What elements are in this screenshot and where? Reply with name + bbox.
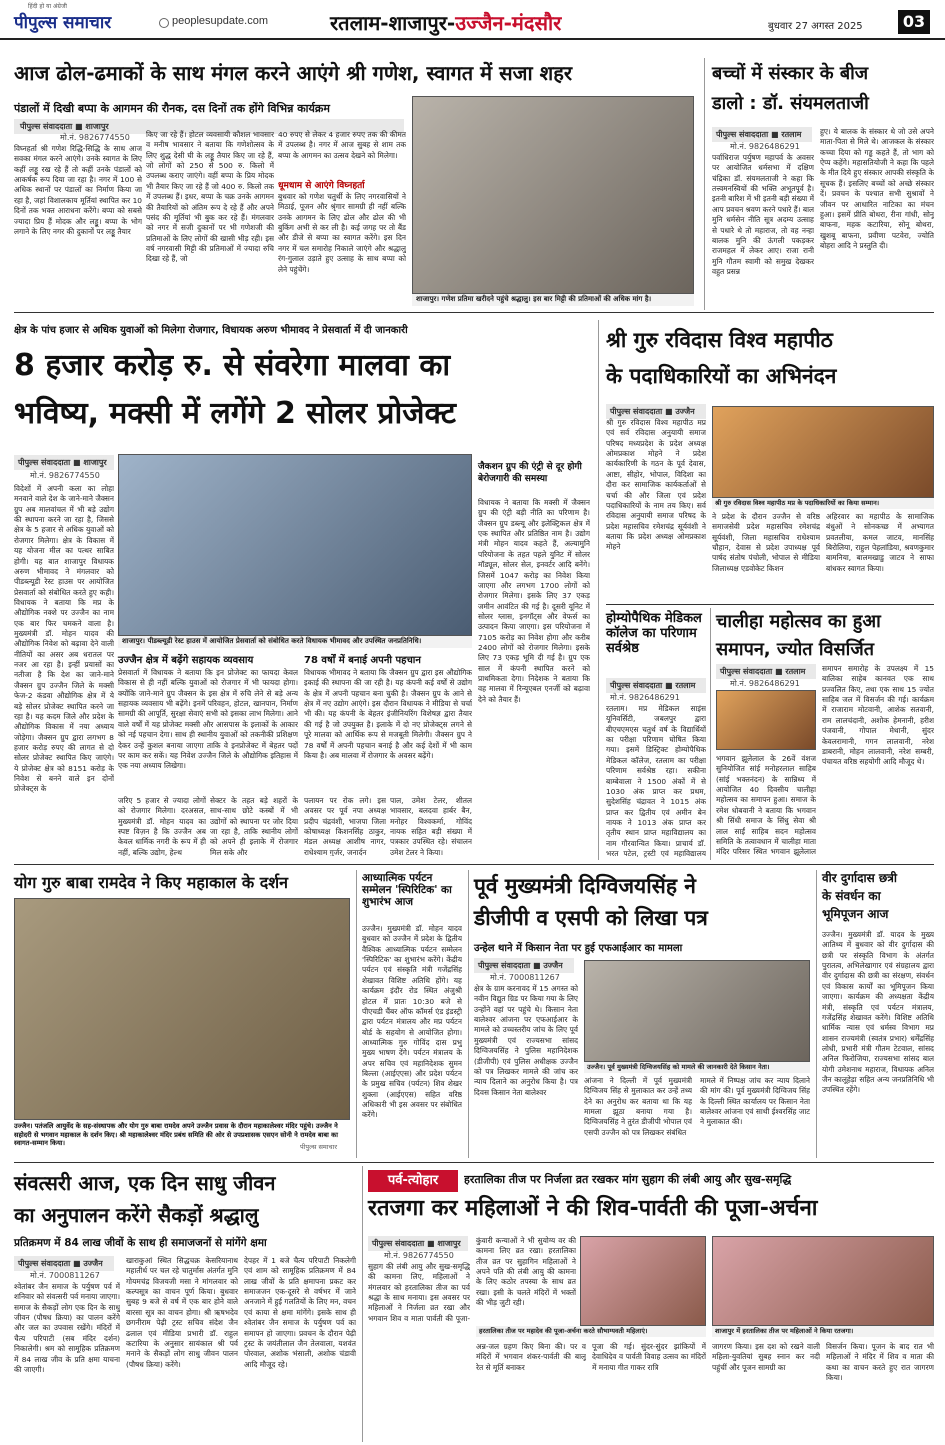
story1-col3-subhead: धूमधाम से आएंगे विघ्नहर्ता (278, 181, 365, 191)
story4-headline: होम्योपैथिक मेडिकल कॉलेज का परिणाम सर्वश्रेष्ठ (606, 611, 702, 656)
story2-mobile: मो.नं. 9826486291 (730, 142, 800, 151)
lead-sidebar: विधायक ने बताया कि मक्सी में जैक्सन ग्रुप की एंट्री बड़ी नीति का परिणाम है। जैक्सन ग्रुप डब्ल्यू और इलेक्ट्रिकल क्षेत्र में एक स्थापित और प्रतिष्ठित नाम है। उद्योग मंत्री मोहन यादव कहते हैं, अल्यामुनि परियोजना के तहत पहले युनिट में सोलर मॉड्यूल, सोलर सेल, इनवर्टर आदि बनेंगे। जिसमें 1047 करोड़ का निवेश किया जाएगा और लगभग 1700 लोगों को रोजगार मिलेगा। इसके लिए 37 एकड़ जमीन आवंटित की गई है। दूसरी यूनिट में सोलर ग्लास, इनगॉट्स और वेफर्स का उत्पादन किया जाएगा। इस परियोजना में 7105 करोड़ का निवेश होगा और करीब 2400 लोगों को रोजगार मिलेगा। इसके लिए 73 एकड़ भूमि दी गई है। ग्रुप एक साल में कंपनी स्थापित करने को प्राथमिकता देगा। निदेशक ने बताया कि वह मालवा में रिन्यूएबल एनर्जी को बढ़ावा देने को तैयार हैं। (478, 498, 590, 704)
story8-mobile: मो.नं. 7000811267 (490, 973, 560, 982)
story3-col3: अहिरवार का महापीठ के सामाजिक बंधुओं ने सोनकच्छ में अभ्यागत प्रवतलीया, कमल जाटव, मानसिंह बिरोलिया, राहुल पेहलांडिया, श्रवणकुमार बामनिया, बालमखाडु जाटव ने साफा बांधकर स्वागत किया। (826, 512, 934, 573)
lead-kicker: क्षेत्र के पांच हजार से अधिक युवाओं को मिलेगा रोजगार, विधायक अरुण भीमावद ने प्रेसवार्ता में दी जानकारी (14, 325, 408, 336)
masthead-logo: पीपुल्स समाचार (14, 13, 112, 33)
story11-byline: पीपुल्स संवाददाता ■ शाजापुर (368, 1236, 468, 1251)
story6-caption: उज्जैन। पतंजलि आयुर्वेद के सह-संस्थापक और योग गुरु बाबा रामदेव अपने उज्जैन प्रवास के दौरान महाकालेश्वर मंदिर पहुंचे। उज्जैन ने सहोदरी से भगवान महाकाल के दर्शन किए। श्री महाकालेश्वर मंदिर प्रबंध समिति की ओर से उपप्रशासक एसएन सोनी ने रामदेव बाबा का स्वागत-सम्मान किया। (14, 1122, 338, 1148)
story8-col1: क्षेत्र के ग्राम करनावद में 15 अगस्त को नवीन विद्युत ग्रिड पर किया गया के लिए उन्होंने वहां पर पहुंचे थे। किसान नेता बालेश्वर आंजना पर एफआईआर के मामले को उच्चस्तरीय जांच के लिए पूर्व मुख्यमंत्री एवं राज्यसभा सांसद दिग्विजयसिंह ने पुलिस महानिदेशक (डीजीपी) एवं पुलिस अधीक्षक उज्जैन को पत्र लिखकर मामले की जांच कर न्याय दिलाने का अनुरोध किया है। पत्र दिवस किसान नेता बालेश्वर (474, 984, 578, 1097)
story11-kicker: हरतालिका तीज पर निर्जला व्रत रखकर मांग सुहाग की लंबी आयु और सुख-समृद्धि (464, 1173, 792, 1186)
story10-col3: देपहर में 1 बजे चैत्य परिपाटी निकलेगी एवं शाम को सामूहिक प्रतिक्रमण में 84 लाख जीवों के प्रति क्षमापना प्रकट कर समाजजन एक-दूसरे से वर्षभर में जाने अनजाने में हुई गलतियों के लिए मन, वचन एवं काया से क्षमा मांगेंगे। इसके साथ ही श्वेतांबर जैन समाज के पर्युषण पर्व का समापन हो जाएगा। प्रवचन के दौरान पेढ़ी ट्रस्ट के जयंतीलाल जैन तेलवाला, यशवंत पोरवाल, अशोक भंसाली, अशोक चंडावी आदि मौजूद रहे। (244, 1256, 356, 1369)
story3-headline-line2: के पदाधिकारियों का अभिनंदन (606, 364, 837, 388)
story1-col1: विघ्नहर्ता श्री गणेश रिद्धि-सिद्धि के साथ आज सवका मंगल करने आएंगे। उनके स्वागत के लिए कहीं लड्डू रख रहे हैं तो कहीं उनके पंडालों को आकर्षक रूप दिया जा रहा है। नगर में 100 से अधिक स्थानों पर पंडालों का निर्माण किया जा रहा है, जहां विशालकाय मूर्तियां स्थापित कर 10 दिनों तक भक्त आराधना करेंगे। बप्पा को सबसे ज्यादा प्रिय हैं मोदक और लड्डू। बप्पा के भोग लगाने के लिए नगर की दुकानों पर लड्डू तैयार (14, 144, 142, 236)
story9-headline-line2: के संवर्धन का (822, 889, 881, 903)
story8-photo-caption: उज्जैन। पूर्व मुख्यमंत्री दिग्विजयसिंह को मामले की जानकारी देते किसान नेता। (584, 1062, 810, 1073)
story9-headline-line3: भूमिपूजन आज (822, 907, 889, 921)
story11-col1: सुहाग की लंबी आयु और सुख-समृद्धि की कामना लिए, महिलाओं ने मंगलवार को हरतालिका तीज का पर्व श्रद्धा के साथ मनाया। इस अवसर पर महिलाओं ने निर्जला व्रत रखा और भगवान शिव व माता पार्वती की पूजा- (368, 1262, 470, 1323)
story5-col1: भगवान झूलेलाल के 26वें वंशज सुनियोजित सांई मनोहरलाल साहिब (सांई भक्तनंदन) के सान्निध्य में आयोजित 40 दिवसीय चालीहा महोत्सव का समापन हुआ। समाज के रमेश धोबवानी ने बताया कि भगवान श्री सिंधी समाज के सिंधु सेवा श्री लाल साईं साहिब सदन महोत्सव समिति के तत्वावधान में चालीहा माता मंदिर परिसर स्थित भगवान झूलेलाल (716, 754, 816, 857)
story10-mobile: मो.नं. 7000811267 (30, 1271, 100, 1280)
story10-subhead: प्रतिक्रमण में 84 लाख जीवों के साथ ही समाजजनों से मांगेंगे क्षमा (14, 1237, 267, 1249)
masthead-website: peoplesupdate.com (172, 15, 269, 27)
story1-mobile: मो.नं. 9826774550 (60, 133, 130, 142)
story11-col5: जागरण किया। इस दश को रखने वाली महिला-युवतियां सुबह स्नान कर नदी पहुंचीं और पूजन सामग्री का (712, 1342, 820, 1372)
lead-bottom3: पलायन पर रोक लगे। इस अवसर पर पूर्व नपा अध्यक्ष प्रदीप चंद्रवंशी, भाजपा जिला कोषाध्यक्ष किशनसिंह ठाकुर, मंडल अध्यक्ष आशीष नागर, राधेश्याम गुर्जर, जनार्दन (304, 796, 386, 856)
story10-headline-line1: संवत्सरी आज, एक दिन साधु जीवन (14, 1171, 276, 1195)
story3-col1: श्री गुरु रविदास विश्व महापीठ मप्र एवं सर्व रविदास अनुयायी समाज परिषद मध्यप्रदेश के प्रदेश अध्यक्ष ओमप्रकाश मोहने ने प्रदेश कार्यकारिणी के गठन के पूर्व देवास, आष्टा, सीहोर, भोपाल, विदिशा का दौरा कर सामाजिक कार्यकर्ताओं से चर्चा की और जिला एवं प्रदेश पदाधिकारियों के नाम तय किए। सर्व रविदास अनुयायी समाज परिषद के प्रदेश महासचिव रमेशचंद्र सूर्यवंशी ने बताया कि प्रदेश अध्यक्ष ओमप्रकाश मोहने (606, 418, 706, 552)
story6-headline: योग गुरु बाबा रामदेव ने किए महाकाल के दर्शन (14, 873, 288, 892)
story11-caption-left: हरतालिका तीज पर महादेव की पूजा-अर्चना करते सौभाग्यवती महिलाएं। (476, 1326, 706, 1337)
lead-mid1: प्रेसवार्ता में विधायक ने बताया कि इन प्रोजेक्ट का फायदा केवल विकास से ही नहीं बल्कि युवाओं को रोजगार में भी फायदा होगा। क्योंकि जाने-माने ग्रुप जैक्सन के इस क्षेत्र में रुचि लेने से बड़े अन्य सहायक व्यवसाय भी बढ़ेंगे। इनमें परिवहन, होटल, खानपान, निर्माण सामग्री की आपूर्ति, सुरक्षा सेवाएं सभी को इसका लाभ मिलेगा। आने वाले वर्षों में यह प्रोजेक्ट मक्सी और आसपास के इलाकों के आकार को नई पहचान देगा। साथ ही स्थानीय युवाओं को तकनीकी प्रशिक्षण देकर उन्हें कुशल बनाया जाएगा ताकि वे इनप्रोजेक्ट में बेहतर पदों पर काम कर सकें। यह निवेश उज्जैन जिले के औद्योगिक इतिहास में एक नया अध्याय लिखेगा। (118, 668, 298, 771)
story2-col2: हुए। ये बालक के संस्कार थे जो उसे अपने माता-पिता से मिले थे। आजकल के संस्कार कच्चा दिया को गड्ढ कहते हैं, तो भाग को ऐप्प कहेंगे। महासतियोजी ने कहा कि पहले के मीत दिये हुए संस्कार आपकी संस्कृति के सूचक हैं। इसलिए बच्चों को अच्छे संस्कार दें। प्रवचन के पश्चात सभी सुश्रावों ने जीवन पर आधारित नाटिका का मंचन हुआ। इसमें प्रीति बोथरा, रीना गांधी, सोनू बाफना, महक कटारिया, सोनू बोथरा, खुशबू बाफना, प्रवीणा पटवेरा, ज्योति बोहरा आदि ने प्रस्तुति दी। (820, 127, 934, 250)
story1-col3a: 40 रुपए से लेकर 4 हजार रुपए तक की कीमत में उपलब्ध है। नगर में आज सुबह से शाम तक बप्पा के आगमन का उत्सव देखने को मिलेगा। (278, 130, 406, 160)
story5-mobile: मो.नं. 9826486291 (730, 679, 800, 688)
story8-byline: पीपुल्स संवाददाता ■ उज्जैन (474, 958, 574, 973)
lead-bottom1: जरिए 5 हजार से ज्यादा लोगों को रोजगार मिलेगा। दरअसल, मुख्यमंत्री डॉ. मोहन यादव का स्पष्ट विज़न है कि उज्जैन अब केवल धार्मिक नगरी के रूप में ही नहीं, बल्कि उद्योग, हेल्थ (118, 796, 206, 856)
masthead-date: बुधवार 27 अगस्त 2025 (768, 21, 863, 32)
story8-col3: मामले में निष्पक्ष जांच कर न्याय दिलाने की मांग की। पूर्व मुख्यमंत्री दिग्विजय सिंह के दिल्ली स्थित कार्यालय पर किसान नेता बालेश्वर आंजना एवं साथी ईश्वरसिंह जाट ने मुलाकात की। (700, 1076, 810, 1127)
story3-byline: पीपुल्स संवाददाता ■ उज्जैन (606, 404, 706, 419)
story11-section-tag: पर्व-त्योहार (368, 1170, 458, 1192)
story8-col2: आंजना ने दिल्ली में पूर्व मुख्यमंत्री दिग्विजय सिंह से मुलाकात कर उन्हें तथ्य देने का अनुरोध कर बताया था कि यह मामला झूठा बनाया गया है। दिग्विजयसिंह ने तुरंत डीजीपी भोपाल एवं एसपी उज्जैन को पत्र लिखकर संबंधित (584, 1076, 692, 1137)
story1-subhead: पंडालों में दिखी बप्पा के आगमन की रौनक, दस दिनों तक होंगे विभिन्न कार्यक्रम (14, 102, 330, 115)
story8-headline-line2: डीजीपी व एसपी को लिखा पत्र (474, 906, 708, 930)
story1-photo (412, 96, 694, 294)
story5-headline-line1: चालीहा महोत्सव का हुआ (716, 611, 881, 632)
story7-headline: आध्यात्मिक पर्यटन सम्मेलन 'स्पिरिटिक' का शुभारंभ आज (362, 872, 452, 909)
story3-headline-line1: श्री गुरु रविदास विश्व महापीठ (606, 328, 833, 352)
story2-headline-line1: बच्चों में संस्कार के बीज (712, 63, 869, 84)
lead-bottom2: सेक्टर के तहत बड़े शहरों के साथ-साथ छोटे कस्बों में भी उद्योगों को स्थापना पर जोर दिया जा रहा है, ताकि स्थानीय लोगों को अपने ही इलाके में रोजगार मिल सके और (210, 796, 298, 856)
story11-mobile: मो.नं. 9826774550 (384, 1251, 454, 1260)
lead-mid2: विधायक भीमावद ने बताया कि जैक्सन ग्रुप द्वारा इस औद्योगिक इकाई की स्थापना की जा रही है। यह कंपनी कई वर्षों से उद्योग के क्षेत्र में अपनी पहचान बना चुकी है। जैक्सन ग्रुप के आने से क्षेत्र में नए उद्योग आएंगे। इस दौरान विधायक ने मीडिया से चर्चा भी की। यह कंपनी के बेहतर इंजीनियरिंग विशेषज्ञ द्वारा तैयार की गई है जो उपयुक्त है। इलाके में दो नए प्रोजेक्ट्स लगने से पूरे मालवा को आर्थिक रूप से मजबूती मिलेगी। जैक्सन ग्रुप ने 78 वर्षों में अपनी पहचान बनाई है और कई देशों में भी काम किया है। अब मालवा में रोजगार के अवसर बढ़ेंगे। (304, 668, 472, 760)
story11-col4: पूजा की गई। सुंदर-सुंदर झांकियों में देवाधिदेव व पार्वती विवाह उत्सव का मंदिरों में मनाया गीत गाकर रात्रि (592, 1342, 706, 1372)
story11-photo-left-visible (580, 1236, 706, 1326)
story2-col1: पर्वाधिराज पर्युषण महापर्व के अवसर पर आयोजित धर्मसभा में दक्षिण चंद्रिका डॉ. संयमलताजी ने कहा कि तत्त्वमनस्वियों की भक्ति अभूतपूर्व है। इतनी बारिश में भी इतनी बड़ी संख्या में आप प्रवचन श्रवण करने पधारे हैं। बाल मुनि धर्मसेन नीति सूत्र अदम्य उत्साह से पधारे थे तो महाराज, तो वह नन्हा बालक मुनि की ऊंगली पकड़कर राजमहल में लेकर आए। राजा रानी मुनि गौतम स्वामी को समुख देखकर वहुत प्रसन्न (712, 153, 814, 276)
story3-photo (712, 406, 934, 498)
story1-caption: शाजापुर। गणेश प्रतिमा खरीदने पहुंचे श्रद्धालु। इस बार मिट्टी की प्रतिमाओं की अधिक मांग है। (412, 294, 694, 306)
story10-col1: श्वेतांबर जैन समाज के पर्युषण पर्व में शनिवार को संवत्सरी पर्व मनाया जाएगा। समाज के सैकड़ों लोग एक दिन के साधु जीवन (पौषध क्रिया) का पालन करेंगे और जल का उपवास रखेंगे। मंदिरों में चैत्य परिपाटी (सब मंदिर दर्शन) निकालेगी। श्रम को सामूहिक प्रतिक्रमण में 84 लाख जीव के प्रति क्षमा याचना की जाएगी। (14, 1282, 120, 1374)
lead-byline: पीपुल्स संवाददाता ■ शाजापुर (14, 455, 114, 470)
story5-headline-line2: समापन, ज्योत विसर्जित (716, 639, 874, 660)
story6-credit: पीपुल्स समाचार (300, 1143, 337, 1151)
story11-headline: रतजगा कर महिलाओं ने की शिव-पार्वती की पूजा-अर्चना (368, 1196, 818, 1221)
lead-bottom4: पाल, उमेश टेलर, शीतल भावसार, बलदवा हार्बर बैन, मनोहर विश्वकर्मा, गोविंद नायक सहित बड़ी संख्या में पत्रकार उपस्थित रहे। संचालन उमेश टेलर ने किया। (390, 796, 472, 856)
lead-subhead1: उज्जैन क्षेत्र में बढ़ेंगे सहायक व्यवसाय (118, 655, 254, 666)
lead-sidebar-head: जैकशन ग्रुप की एंट्री से दूर होगी बेरोजगारी की समस्या (478, 462, 582, 484)
story8-headline-line1: पूर्व मुख्यमंत्री दिग्विजयसिंह ने (474, 874, 696, 898)
story3-col2: ने प्रदेश के दौरान उज्जैन से वरिष्ठ समाजसेवी प्रदेश महासचिव रमेशचंद्र सूर्यवंशी, जिला महासचिव राधेश्याम चौहान, देवास से प्रदेश उपाध्यक्ष पूर्व पार्षद संतोष पंचोली, भोपाल से मीडिया जिलाध्यक्ष एडवोकेट किशन (712, 512, 820, 573)
story11-col2: कुंवारी कन्याओं ने भी सुयोग्य वर की कामना लिए व्रत रखा। हरतालिका तीज व्रत पर सुहागिन महिलाओं ने अपने पति की लंबी आयु की कामना के लिए कठोर तपस्या के साथ व्रत रखा। इसी के चलते मंदिरों में भक्तों की भीड़ जुटी रही। (476, 1236, 576, 1308)
story10-headline-line2: का अनुपालन करेंगे सैकड़ों श्रद्धालु (14, 1203, 259, 1227)
story11-photo-right (712, 1236, 934, 1326)
lead-photo (118, 454, 472, 636)
story11-col6: विसर्जन किया। पूजन के बाद रात भी महिलाओं ने मंदिर में शिव व माता की कथा का वाचन करते हुए रात जागरण किया। (826, 1342, 934, 1383)
story1-col2: किए जा रहे हैं। होटल व्यवसायी कौशल भावसार व मनीष भावसार ने बताया कि गणेशोत्सव के लिए शुद्ध देसी घी के लड्डू तैयार किए जा रहे हैं, जो लोगों को 250 से 500 रु. किलो में उपलब्ध कराए जाएंगे। वहीं बप्पा के प्रिय मोदक भी तैयार किए जा रहे हैं जो 400 रु. किलो तक में उपलब्ध हैं। इधर, बप्पा के चक्र उनके आगमन की तैयारियों को अंतिम रूप दे रहे हैं और अपने पसंद की मूर्तियां भी बुक कर रहे हैं। मंगलवार को नगर में सजी दुकानों पर भी गणेशजी की प्रतिमाओं के लिए लोगों की खासी भीड़ रही। इस वर्ष नगरवासी मिट्टी की प्रतिमाओं में ज्यादा रुचि दिखा रहे हैं, जो (146, 130, 274, 264)
story7-body: उज्जैन। मुख्यमंत्री डॉ. मोहन यादव बुधवार को उज्जैन में प्रदेश के द्वितीय वैश्विक आध्यात्मिक पर्यटन सम्मेलन 'स्पिरिटिक' का शुभारंभ करेंगे। केंद्रीय पर्यटन एवं संस्कृति मंत्री गजेंद्रसिंह शेखावत विशिष्ट अतिथि होंगे। यह कार्यक्रम इंदौर रोड स्थित अंजुश्री होटल में प्रातः 10:30 बजे से पीएचडी चैंबर ऑफ कॉमर्स एंड इंडस्ट्री द्वारा पर्यटन मंत्रालय और मप्र पर्यटन बोर्ड के सहयोग से आयोजित होगा। आध्यात्मिक गुरु गोविंद दास प्रभु मुख्य भाषण देंगे। पर्यटन मंत्रालय के अपर सचिव एवं महानिदेशक सुमन बिल्ला (आईएएस) और प्रदेश पर्यटन के प्रमुख सचिव (पर्यटन) शिव शेखर शुक्ला (आईएएस) सहित वरिष्ठ अधिकारी भी इस अवसर पर संबोधित करेंगे। (362, 924, 462, 1120)
lead-headline-line1: 8 हजार करोड़ रु. से संवरेगा मालवा का (14, 348, 451, 383)
lead-subhead2: 78 वर्षों में बनाई अपनी पहचान (304, 655, 421, 666)
story1-headline: आज ढोल-ढमाकों के साथ मंगल करने आएंगे श्री गणेश, स्वागत में सजा शहर (14, 61, 572, 85)
page-number: 03 (898, 10, 930, 34)
story10-col2: खाराकुआं स्थित सिद्धचक्र केसरियानाथ महातीर्थ पर चल रहे चातुर्मास अंतर्गत मुनि गोयमचंद्र विजयजी मसा ने मांगलवार को कल्पसूत्र का वाचन पूर्ण किया। बुधवार सुबह 9 बजे से वर्ष में एक बार होने वाले बारसा सूत्र का वाचन होगा। श्री ऋषभदेव छगनीराम पेढ़ी ट्रस्ट सचिव संदेश जैन ढलाल एवं मीडिया प्रभारी डॉ. राहुल कटारिया के अनुसार सायंकाल श्री पर्व मनाने के सैकड़ों लोग साधु जीवन पालन (पौषध क्रिया) करेंगे। (126, 1256, 238, 1369)
lead-col1: विदेशों में अपनी कला का लोहा मनवाने वाले देश के जाने-माने जैक्सन ग्रुप अब मालवांचल में भी बड़े उद्योग की स्थापना करने जा रहा है, जिससे क्षेत्र के 5 हजार से अधिक युवाओं को रोजगार मिलेगा। क्षेत्र के विकास में यह योजना मील का पत्थर साबित होगी। यह बात शाजापुर विधायक अरुण भीमावद ने मंगलवार को पीडब्ल्यूडी रेस्ट हाउस पर आयोजित प्रेसवार्ता को संबोधित करते हुए कही। विधायक ने बताया कि मप्र के औद्योगिक नक्शे पर उज्जैन का नाम एक बार फिर चमकने वाला है। मुख्यमंत्री डॉ. मोहन यादव की औद्योगिक निवेश को बढ़ावा देने वाली नीतियों का असर अब धरातल पर नजर आ रहा है। इन्हीं प्रयासों का नतीजा है कि देश का जाने-माने जैक्सन ग्रुप उज्जैन जिले के मक्सी फेज-2 कंडवा औद्योगिक क्षेत्र में ये बड़े सोलर प्रोजेक्ट स्थापित करने जा रहा है। यह कदम जिले और प्रदेश के औद्योगिक विकास में नया अध्याय जोड़ेगा। जैक्सन ग्रुप द्वारा लगभग 8 हजार करोड़ रुपए की लागत से दो सोलर प्रोजेक्ट स्थापित किए जाएंगे। ये प्रोजेक्ट क्षेत्र को 8151 करोड़ के निवेश से बनने वाले इन दोनों प्रोजेक्ट्स के (14, 484, 114, 794)
story6-photo (14, 898, 350, 1120)
story3-photo-caption: श्री गुरु रविदास विश्व महापीठ मप्र के पदाधिकारियों का किया सम्मान। (712, 498, 934, 509)
lead-headline-line2: भविष्य, मक्सी में लगेंगे 2 सोलर प्रोजेक्ट (14, 396, 456, 431)
story9-headline-line1: वीर दुर्गादास छत्री (822, 871, 898, 885)
story1-col3b: बुधवार को गणेश चतुर्थी के लिए नगरवासियों ने मिठाई, पूजन और श्रृंगार सामग्री ही नहीं बल्कि उनके आगमन के लिए ढोल और ढोल की भी बुकिंग अभी से कर ली है। कई जगह पर तो बैंड और डीजे से बप्पा का स्वागत करेंगे। इस दिन नगर में चल समारोह निकाले जाएंगे और श्रद्धालु रंग-गुलाल उड़ाते हुए उत्साह के साथ बप्पा को लेने पहुंचेंगे। (278, 192, 406, 274)
story5-col2: समापन समारोह के उपलक्ष्य में 15 बालिका साहेब कानवत एक साथ प्रज्वलित किए, तथा एक साथ 15 ज्योत साहिब जल में विसर्जन की गई। कार्यक्रम में राजाराम मोटवानी, आशेक सतवानी, राम लालचंदानी, अशोक हेमनानी, हरीश पंजवानी, गोपाल मेथानी, सुंदर केवलरामानी, गगन लालवानी, नरेश डाबरानी, मोहन लालवानी, नरेश सम्बरी, पंचायत वरिष्ठ सहयोगी आदि मौजूद थे। (822, 664, 934, 767)
masthead-tagline: हिंदी हो या अंग्रेजी (28, 3, 67, 10)
story8-photo (584, 960, 810, 1062)
story11-caption-right: शाजापुर में हरतालिका तीज पर महिलाओं ने किया रतजगा। (712, 1326, 934, 1337)
story8-subhead: उन्हेल थाने में किसान नेता पर हुई एफआईआर का मामला (474, 943, 683, 954)
story11-col3: अन्न-जल ग्रहण किए बिना की। पर व मंदिरों में भगवान शंकर-पार्वती की बालू रेत से मूर्ति बनाकर (476, 1342, 586, 1372)
story5-byline: पीपुल्स संवाददाता ■ रतलाम (716, 664, 816, 679)
masthead-region (330, 9, 561, 36)
region-part2: उज्जैन-मंदसौर (455, 11, 562, 35)
story4-byline: पीपुल्स संवाददाता ■ रतलाम (606, 678, 706, 693)
story2-byline: पीपुल्स संवाददाता ■ रतलाम (712, 127, 812, 142)
story5-photo (716, 690, 816, 750)
lead-mobile: मो.नं. 9826774550 (30, 471, 100, 480)
masthead (0, 0, 945, 40)
region-part1: रतलाम-शाजापुर- (330, 11, 456, 35)
story4-mobile: मो.नं. 9826486291 (610, 693, 680, 702)
globe-icon (159, 18, 169, 28)
lead-photo-caption: शाजापुर। पीडब्ल्यूडी रेस्ट हाउस में आयोजित प्रेसवार्ता को संबोधित करते विधायक भीमावद और उपस्थित जनप्रतिनिधि। (118, 636, 472, 648)
story9-body: उज्जैन। मुख्यमंत्री डॉ. यादव के मुख्य आतिथ्य में बुधवार को वीर दुर्गादास की छत्री पर संस्कृति विभाग के अंतर्गत पुरातत्व, अभिलेखागार एवं संग्रहालय द्वारा वीर दुर्गादास की छत्री का संरक्षण, संवर्धन एवं विकास कार्यों का भूमिपूजन किया जाएगा। कार्यक्रम की अध्यक्षता केंद्रीय मंत्री, संस्कृति एवं पर्यटन मंत्रालय, गजेंद्रसिंह शेखावत करेंगे। विशिष्ट अतिथि धार्मिक न्यास एवं धर्मस्व विभाग मप्र शासन राज्यमंत्री (स्वतंत्र प्रभार) धर्मेंद्रसिंह लोधी, प्रभारी मंत्री गौतम टेटवाल, सांसद अनिल फिरोजिया, राज्यसभा सांसद बाल योगी उमेशनाथ महाराज, विधायक अनिल जैन कालूहेड़ा सहित अन्य जनप्रतिनिधि भी उपस्थित रहेंगे। (822, 930, 934, 1095)
story10-byline: पीपुल्स संवाददाता ■ उज्जैन (14, 1256, 114, 1271)
story2-headline-line2: डालो : डॉ. संयमलताजी (712, 93, 869, 114)
story1-byline: पीपुल्स संवाददाता ■ शाजापुर (14, 119, 404, 134)
story4-body: रतलाम। मप्र मेडिकल साइंस यूनिवर्सिटी, जबलपुर द्वारा बीएचएमएस चतुर्थ वर्ष के विद्यार्थियों का परीक्षा परिणाम घोषित किया गया। इसमें डिस्ट्रिक्ट होम्योपैथिक मेडिकल कॉलेज, रतलाम का परीक्षा परिणाम सर्वश्रेष्ठ रहा। सकीना बाम्बेवाला ने 1500 अंकों में से 1030 अंक प्राप्त कर प्रथम, सुदेशसिंह चंद्रावत ने 1015 अंक प्राप्त कर द्वितीय एवं अमीन बेन नायक ने 1013 अंक प्राप्त कर तृतीय स्थान प्राप्त महाविद्यालय का नाम गौरवान्वित किया। प्राचार्य डॉ. भरत पटेल, ट्रस्टी एवं महाविद्यालय (606, 704, 706, 858)
